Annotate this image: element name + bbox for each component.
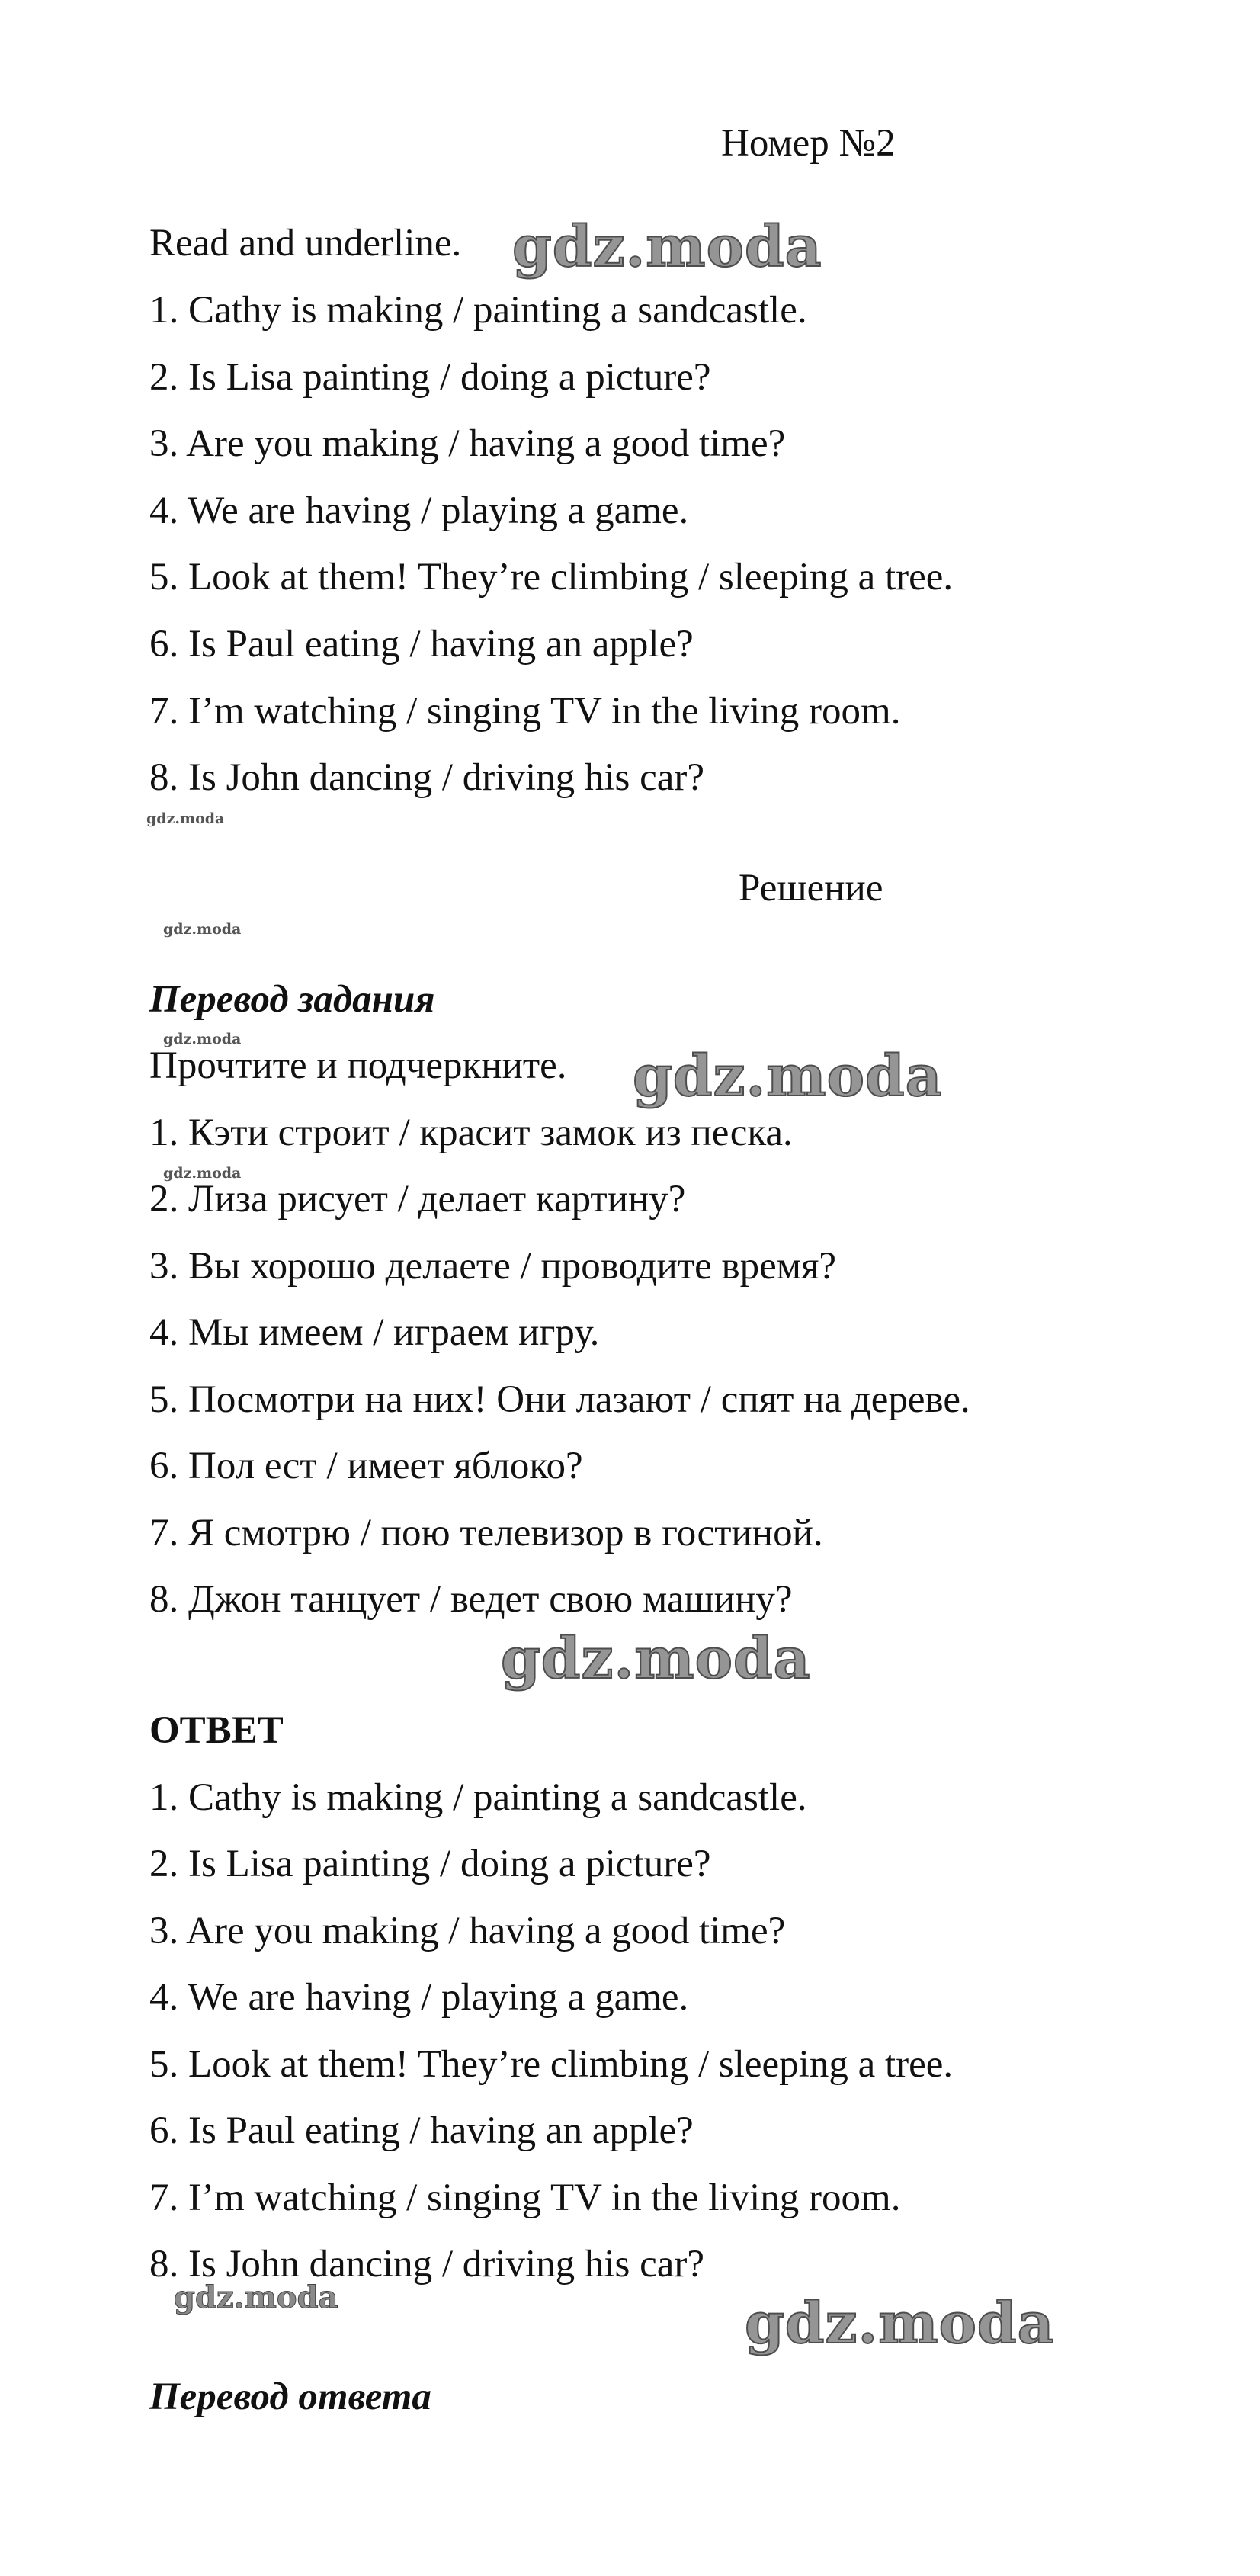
task-instruction: Read and underline. [149,222,462,265]
answer-item: 6. Is Paul eating / having an apple? [149,2109,694,2152]
translation-item: 1. Кэти строит / красит замок из песка. [149,1112,793,1154]
watermark-logo: gdz.moda [163,1165,242,1182]
page-title: Номер №2 [721,122,896,165]
answer-item: 1. Cathy is making / painting a sandcastle. [149,1776,807,1819]
task-item: 3. Are you making / having a good time? [149,422,786,465]
translation-heading: Перевод задания [149,978,435,1021]
translation-item: 5. Посмотри на них! Они лазают / спят на дереве. [149,1378,970,1421]
translation-item: 2. Лиза рисует / делает картину? [149,1178,686,1221]
task-item: 4. We are having / playing a game. [149,489,689,532]
answer-item: 8. Is John dancing / driving his car? [149,2243,705,2286]
task-item: 5. Look at them! They’re climbing / sleeping a tree. [149,556,954,598]
translation-item: 4. Мы имеем / играем игру. [149,1311,600,1354]
answer-item: 5. Look at them! They’re climbing / sleeping a tree. [149,2043,954,2086]
answer-item: 3. Are you making / having a good time? [149,1910,786,1952]
watermark-logo: gdz.moda [146,810,225,827]
task-item: 2. Is Lisa painting / doing a picture? [149,356,711,399]
answer-item: 7. I’m watching / singing TV in the living room. [149,2177,901,2219]
answer-item: 4. We are having / playing a game. [149,1976,689,2019]
translation-item: 8. Джон танцует / ведет свою машину? [149,1578,793,1621]
watermark-logo: gdz.moda [512,214,822,280]
task-item: 8. Is John dancing / driving his car? [149,756,705,799]
watermark-logo: gdz.moda [163,921,242,938]
task-item: 1. Cathy is making / painting a sandcastle. [149,289,807,332]
watermark-logo: gdz.moda [633,1044,943,1109]
watermark-logo: gdz.moda [745,2291,1055,2356]
task-item: 6. Is Paul eating / having an apple? [149,623,694,666]
answer-item: 2. Is Lisa painting / doing a picture? [149,1843,711,1885]
watermark-logo: gdz.moda [163,1031,242,1047]
translation-item: 7. Я смотрю / пою телевизор в гостиной. [149,1512,823,1554]
translation-item: 6. Пол ест / имеет яблоко? [149,1445,583,1487]
translation-instruction: Прочтите и подчеркните. [149,1044,567,1087]
answer-translation-heading: Перевод ответа [149,2376,431,2418]
watermark-logo: gdz.moda [501,1626,811,1692]
translation-item: 3. Вы хорошо делаете / проводите время? [149,1245,837,1288]
answer-heading: ОТВЕТ [149,1709,284,1752]
task-item: 7. I’m watching / singing TV in the living room. [149,690,901,733]
solution-label: Решение [739,867,883,909]
watermark-logo: gdz.moda [174,2279,338,2315]
